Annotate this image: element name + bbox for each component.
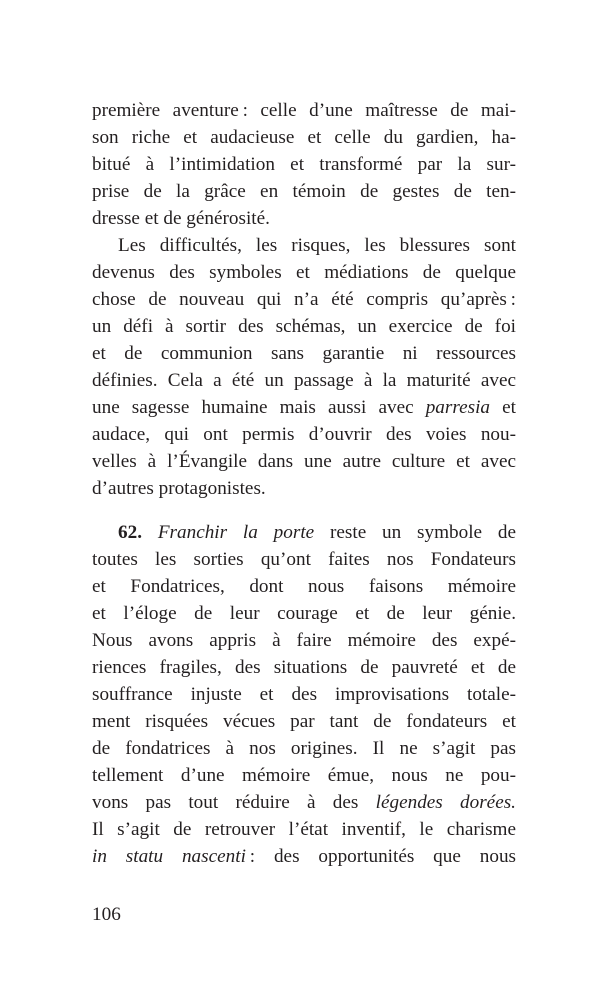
text-line: riences fragiles, des situations de pauvreté et de	[92, 657, 516, 678]
text-line: de fondatrices à nos origines. Il ne s’agit pas	[92, 738, 516, 759]
text-line: toutes les sorties qu’ont faites nos Fondateurs	[92, 549, 516, 570]
italic-term-legendes-dorees: légendes dorées.	[375, 792, 516, 813]
paragraph-spacer	[92, 502, 516, 519]
text-line: prise de la grâce en témoin de gestes de ten-	[92, 181, 516, 202]
text-line: chose de nouveau qui n’a été compris qu’après :	[92, 289, 516, 310]
italic-title-franchir-la-porte: Franchir la porte	[157, 522, 315, 543]
section-number: 62.	[118, 522, 142, 543]
text-line: velles à l’Évangile dans une autre culture et avec	[92, 451, 516, 472]
text-line: Il s’agit de retrouver l’état inventif, le charisme	[92, 819, 516, 840]
text-line: d’autres protagonistes.	[92, 478, 266, 499]
text-line: bitué à l’intimidation et transformé par la sur-	[92, 154, 516, 175]
text-line: et l’éloge de leur courage et de leur génie.	[92, 603, 516, 624]
text-line: son riche et audacieuse et celle du gardien, ha-	[92, 127, 516, 148]
text-run: vons pas tout réduire à des	[92, 792, 376, 813]
italic-term-parresia: parresia	[425, 397, 491, 418]
text-run	[142, 522, 158, 543]
text-line: un défi à sortir des schémas, un exercice de foi	[92, 316, 516, 337]
text-line: dresse et de générosité.	[92, 208, 270, 229]
italic-term-in-statu-nascenti: in statu nascenti	[92, 846, 246, 867]
text-line: audace, qui ont permis d’ouvrir des voies nou-	[92, 424, 516, 445]
text-line: définies. Cela a été un passage à la maturité avec	[92, 370, 516, 391]
text-line: ment risquées vécues par tant de fondateurs et	[92, 711, 516, 732]
page-number: 106	[92, 904, 121, 925]
text-line: Les difficultés, les risques, les blessures sont	[118, 235, 516, 256]
text-run: : des opportunités que nous	[245, 846, 516, 867]
paragraph-2	[92, 232, 516, 502]
text-line: devenus des symboles et médiations de quelque	[92, 262, 516, 283]
text-line: souffrance injuste et des improvisations totale-	[92, 684, 516, 705]
paragraph-1	[92, 97, 516, 232]
text-line	[92, 843, 516, 870]
text-line: et de communion sans garantie ni ressources	[92, 343, 516, 364]
paragraph-62	[92, 519, 516, 870]
text-line: première aventure : celle d’une maîtresse de mai-	[92, 100, 516, 121]
page-body	[92, 97, 516, 870]
text-run: reste un symbole de	[314, 522, 516, 543]
text-line: Nous avons appris à faire mémoire des expé-	[92, 630, 516, 651]
text-run: une sagesse humaine mais aussi avec	[92, 397, 426, 418]
text-line	[92, 519, 516, 546]
text-line	[92, 394, 516, 421]
text-line: tellement d’une mémoire émue, nous ne pou-	[92, 765, 516, 786]
text-line	[92, 789, 516, 816]
text-run: et	[490, 397, 516, 418]
text-line: et Fondatrices, dont nous faisons mémoire	[92, 576, 516, 597]
